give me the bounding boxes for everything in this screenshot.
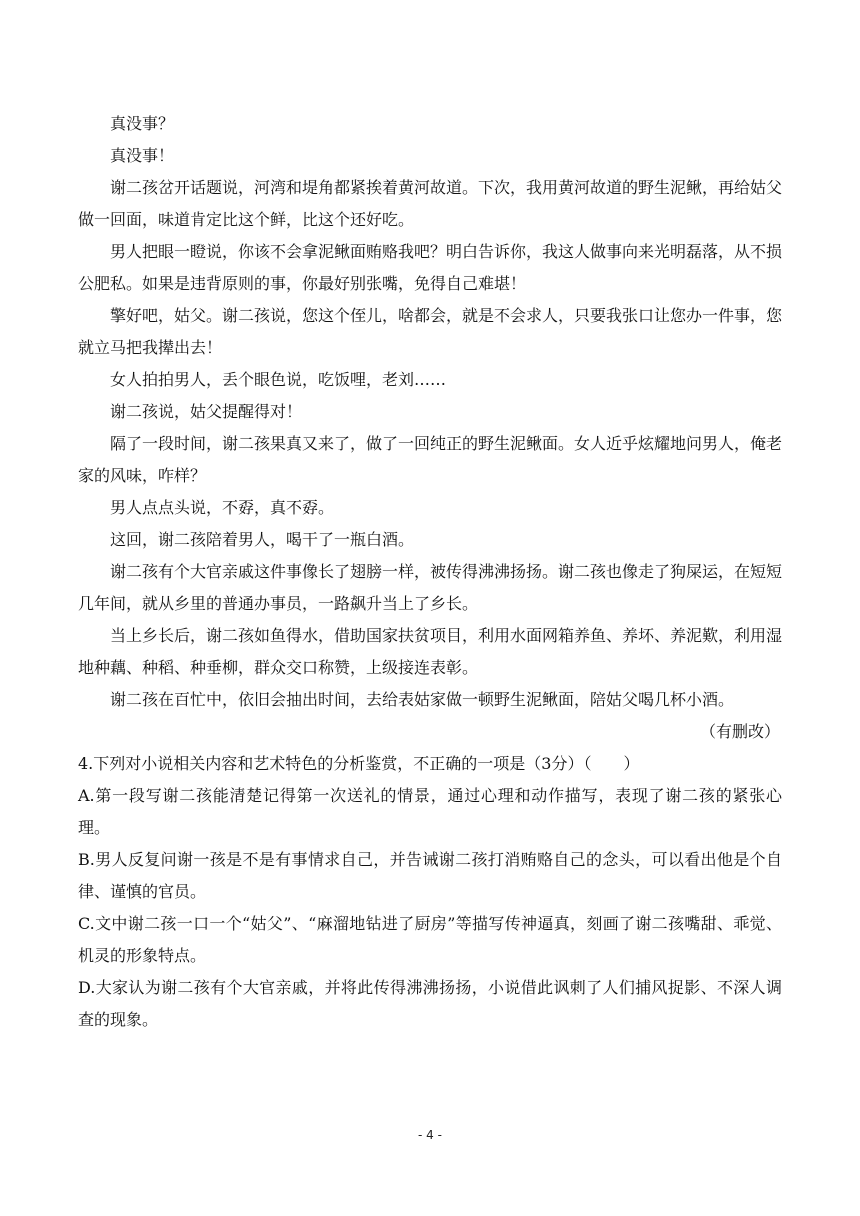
edit-note: （有删改） [699, 722, 780, 741]
story-paragraph-5: 擎好吧，姑父。谢二孩说，您这个侄儿，啥都会，就是不会求人，只要我张口让您办一件事，您就立马把我撵出去！ [78, 306, 783, 357]
option-c: C.文中谢二孩一口一个“姑父”、“麻溜地钻进了厨房”等描写传神逼真，刻画了谢二孩嘴甜、乖觉、机灵的形象特点。 [78, 914, 782, 965]
page-number: - 4 - [418, 1128, 442, 1142]
story-paragraph-3: 谢二孩岔开话题说，河湾和堤角都紧挨着黄河故道。下次，我用黄河故道的野生泥鳅，再给姑父做一回面，味道肯定比这个鲜，比这个还好吃。 [78, 178, 783, 229]
story-paragraph-12: 当上乡长后，谢二孩如鱼得水，借助国家扶贫项目，利用水面网箱养鱼、养坏、养泥歎，利用湿地种藕、种稻、种垂柳，群众交口称赞，上级接连表彰。 [78, 626, 783, 677]
option-a: A.第一段写谢二孩能清楚记得第一次送礼的情景，通过心理和动作描写，表现了谢二孩的紧张心理。 [78, 786, 782, 837]
story-paragraph-1: 真没事？ [110, 114, 175, 133]
option-d: D.大家认为谢二孩有个大官亲戚，并将此传得沸沸扬扬，小说借此讽刺了人们捕风捉影、不深人调查的现象。 [78, 978, 782, 1029]
story-paragraph-13: 谢二孩在百忙中，依旧会抽出时间，去给表姑家做一顿野生泥鳅面，陪姑父喝几杯小酒。 [110, 690, 735, 709]
story-paragraph-4: 男人把眼一瞪说，你该不会拿泥鳅面贿赂我吧？明白告诉你，我这人做事向来光明磊落，从不损公肥私。如果是违背原则的事，你最好别张嘴，免得自己难堪！ [78, 242, 783, 293]
story-paragraph-2: 真没事！ [110, 146, 175, 165]
story-paragraph-7: 谢二孩说，姑父提醒得对！ [110, 402, 303, 421]
story-paragraph-9: 男人点点头说，不孬，真不孬。 [110, 498, 335, 517]
page-content [78, 108, 782, 1036]
question-stem: 4.下列对小说相关内容和艺术特色的分析鉴赏，不正确的一项是（3分）（ ） [78, 754, 640, 773]
story-paragraph-6: 女人拍拍男人，丢个眼色说，吃饭哩，老刘…… [110, 370, 447, 389]
story-paragraph-8: 隔了一段时间，谢二孩果真又来了，做了一回纯正的野生泥鳅面。女人近乎炫耀地问男人，俺老家的风味，咋样？ [78, 434, 783, 485]
story-paragraph-11: 谢二孩有个大官亲戚这件事像长了翅膀一样，被传得沸沸扬扬。谢二孩也像走了狗屎运，在短短几年间，就从乡里的普通办事员，一路飙升当上了乡长。 [78, 562, 783, 613]
story-paragraph-10: 这回，谢二孩陪着男人，喝干了一瓶白酒。 [110, 530, 415, 549]
option-b: B.男人反复问谢一孩是不是有事情求自己，并告诫谢二孩打消贿赂自己的念头，可以看出他是个自律、谨慎的官员。 [78, 850, 782, 901]
